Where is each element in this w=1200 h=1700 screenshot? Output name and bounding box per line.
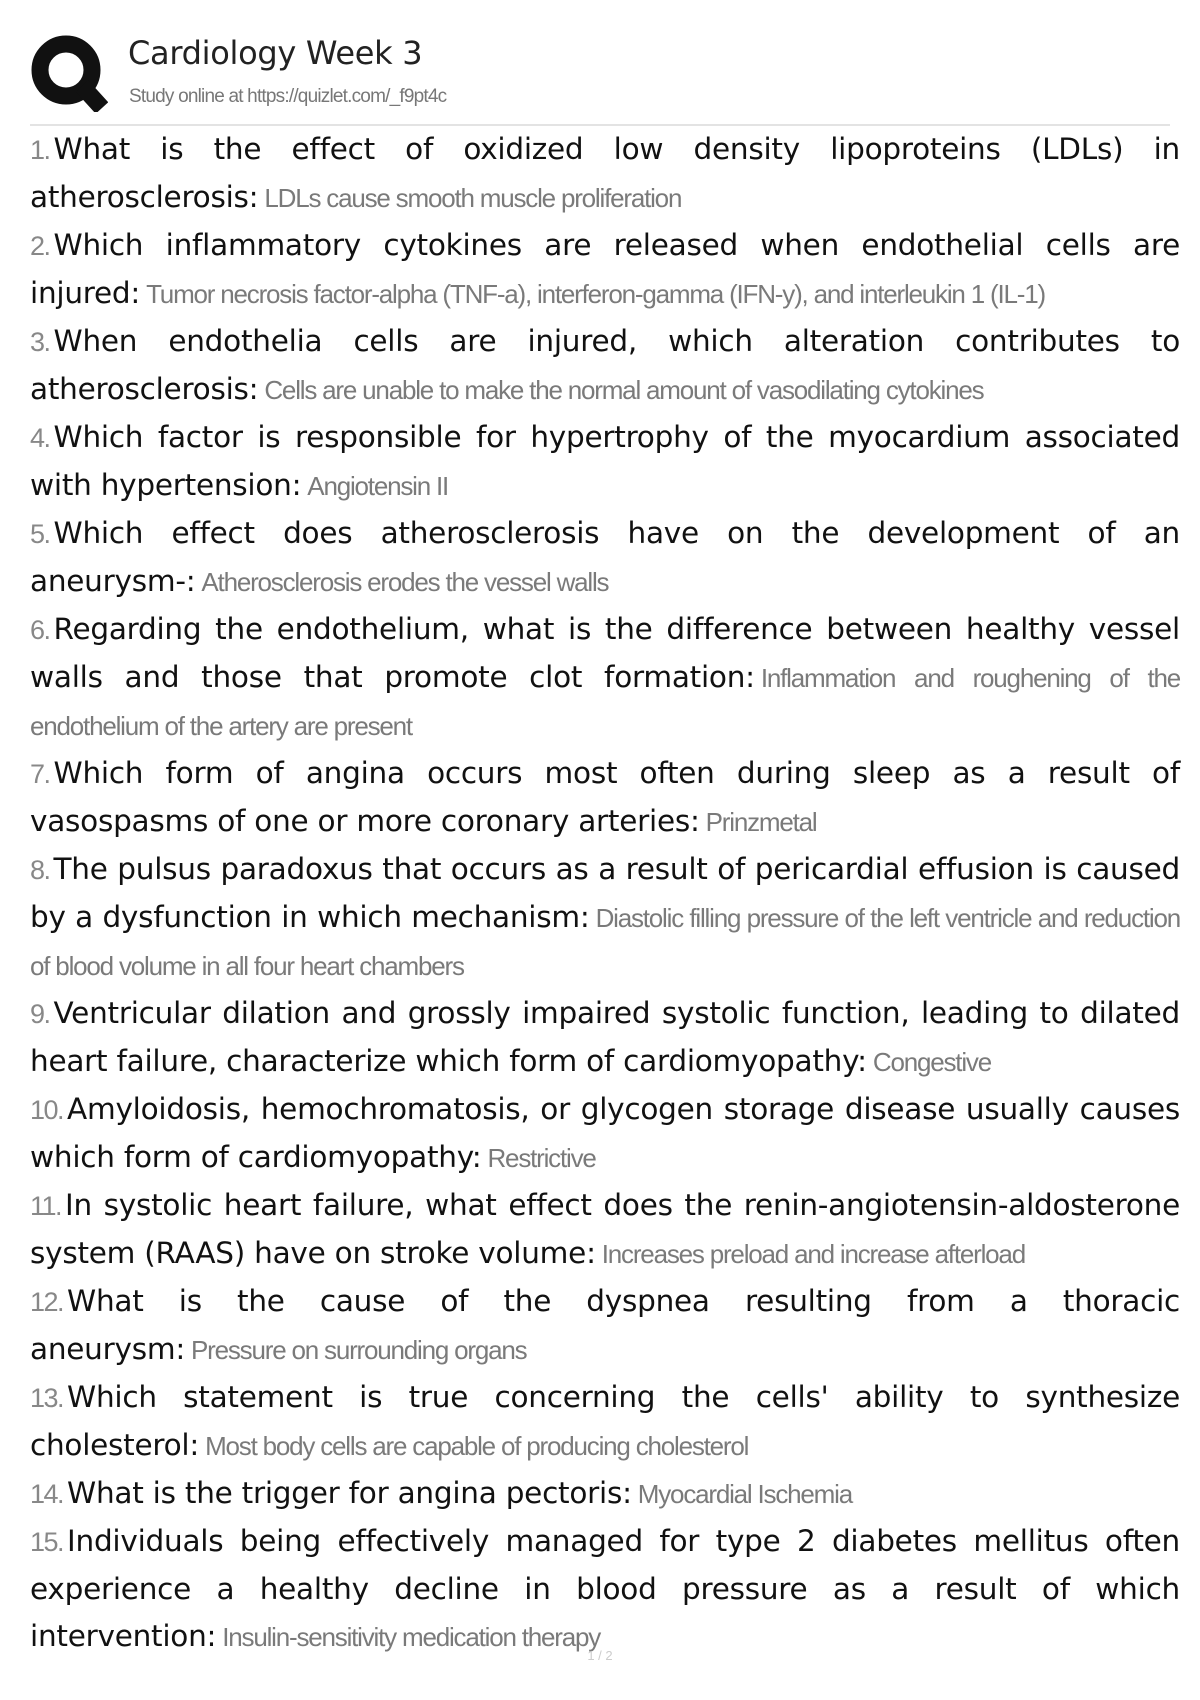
document-header: [30, 32, 1170, 126]
card-question: Which inflammatory cytokines are released when endothelial cells are injured:: [30, 228, 1180, 310]
card-answer: Restrictive: [487, 1143, 596, 1173]
flashcard-item: [30, 222, 1180, 318]
card-answer: Diastolic filling pressure of the left ventricle and reduction of blood volume in all four heart chambers: [30, 903, 1180, 981]
flashcard-item: [30, 846, 1180, 990]
flashcard-list: [30, 126, 1180, 1661]
card-answer: Prinzmetal: [705, 807, 817, 837]
card-question: Regarding the endothelium, what is the difference between healthy vessel walls and those that promote clot formation:: [30, 612, 1180, 694]
flashcard-item: [30, 1374, 1180, 1470]
card-number: 1.: [30, 135, 50, 165]
page-number: 1 / 2: [587, 1648, 613, 1663]
card-question: The pulsus paradoxus that occurs as a result of pericardial effusion is caused by a dysfunction in which mechanism:: [30, 852, 1180, 934]
card-question: Ventricular dilation and grossly impaired systolic function, leading to dilated heart failure, characterize which form of cardiomyopathy:: [30, 996, 1180, 1078]
card-question: What is the cause of the dyspnea resulting from a thoracic aneurysm:: [30, 1284, 1180, 1366]
flashcard-item: [30, 510, 1180, 606]
card-question: When endothelia cells are injured, which alteration contributes to atherosclerosis:: [30, 324, 1180, 406]
card-question: What is the effect of oxidized low density lipoproteins (LDLs) in atherosclerosis:: [30, 132, 1180, 214]
flashcard-item: [30, 1182, 1180, 1278]
card-number: 5.: [30, 519, 50, 549]
document-title: Cardiology Week 3: [128, 34, 423, 72]
card-answer: Myocardial Ischemia: [637, 1479, 852, 1509]
card-question: Amyloidosis, hemochromatosis, or glycogen storage disease usually causes which form of cardiomyopathy:: [30, 1092, 1180, 1174]
card-answer: Angiotensin II: [307, 471, 449, 501]
card-question: Which effect does atherosclerosis have on the development of an aneurysm-:: [30, 516, 1180, 598]
flashcard-item: [30, 1086, 1180, 1182]
card-answer: LDLs cause smooth muscle proliferation: [264, 183, 682, 213]
study-online-link[interactable]: Study online at https://quizlet.com/_f9pt4c: [129, 86, 447, 107]
flashcard-item: [30, 1278, 1180, 1374]
card-number: 2.: [30, 231, 50, 261]
card-question: Individuals being effectively managed for type 2 diabetes mellitus often experience a healthy decline in blood pressure as a result of which intervention:: [30, 1524, 1180, 1653]
card-number: 6.: [30, 615, 50, 645]
flashcard-item: [30, 750, 1180, 846]
card-number: 13.: [30, 1383, 64, 1413]
flashcard-item: [30, 990, 1180, 1086]
card-answer: Most body cells are capable of producing cholesterol: [205, 1431, 749, 1461]
card-number: 8.: [30, 855, 50, 885]
card-answer: Cells are unable to make the normal amount of vasodilating cytokines: [264, 375, 984, 405]
card-number: 9.: [30, 999, 50, 1029]
card-answer: Congestive: [872, 1047, 991, 1077]
card-number: 15.: [30, 1527, 64, 1557]
card-number: 10.: [30, 1095, 64, 1125]
flashcard-item: [30, 318, 1180, 414]
card-answer: Pressure on surrounding organs: [191, 1335, 527, 1365]
card-question: In systolic heart failure, what effect does the renin-angiotensin-aldosterone system (RAAS) have on stroke volume:: [30, 1188, 1180, 1270]
flashcard-item: [30, 414, 1180, 510]
card-answer: Insulin-sensitivity medication therapy: [222, 1622, 601, 1652]
flashcard-item: [30, 126, 1180, 222]
card-number: 7.: [30, 759, 50, 789]
card-answer: Tumor necrosis factor-alpha (TNF-a), interferon-gamma (IFN-y), and interleukin 1 (IL-1): [146, 279, 1045, 309]
flashcard-item: [30, 1518, 1180, 1661]
card-question: Which statement is true concerning the cells' ability to synthesize cholesterol:: [30, 1380, 1180, 1462]
card-answer: Inflammation and roughening of the endothelium of the artery are present: [30, 663, 1180, 741]
card-question: What is the trigger for angina pectoris:: [67, 1476, 632, 1510]
quizlet-logo-icon: [30, 34, 108, 112]
card-number: 4.: [30, 423, 50, 453]
card-answer: Atherosclerosis erodes the vessel walls: [201, 567, 609, 597]
card-question: Which factor is responsible for hypertrophy of the myocardium associated with hypertension:: [30, 420, 1180, 502]
card-number: 12.: [30, 1287, 64, 1317]
card-number: 11.: [30, 1191, 62, 1221]
flashcard-item: [30, 1470, 1180, 1518]
card-answer: Increases preload and increase afterload: [601, 1239, 1025, 1269]
card-question: Which form of angina occurs most often during sleep as a result of vasospasms of one or more coronary arteries:: [30, 756, 1180, 838]
card-number: 3.: [30, 327, 50, 357]
flashcard-item: [30, 606, 1180, 750]
card-number: 14.: [30, 1479, 64, 1509]
